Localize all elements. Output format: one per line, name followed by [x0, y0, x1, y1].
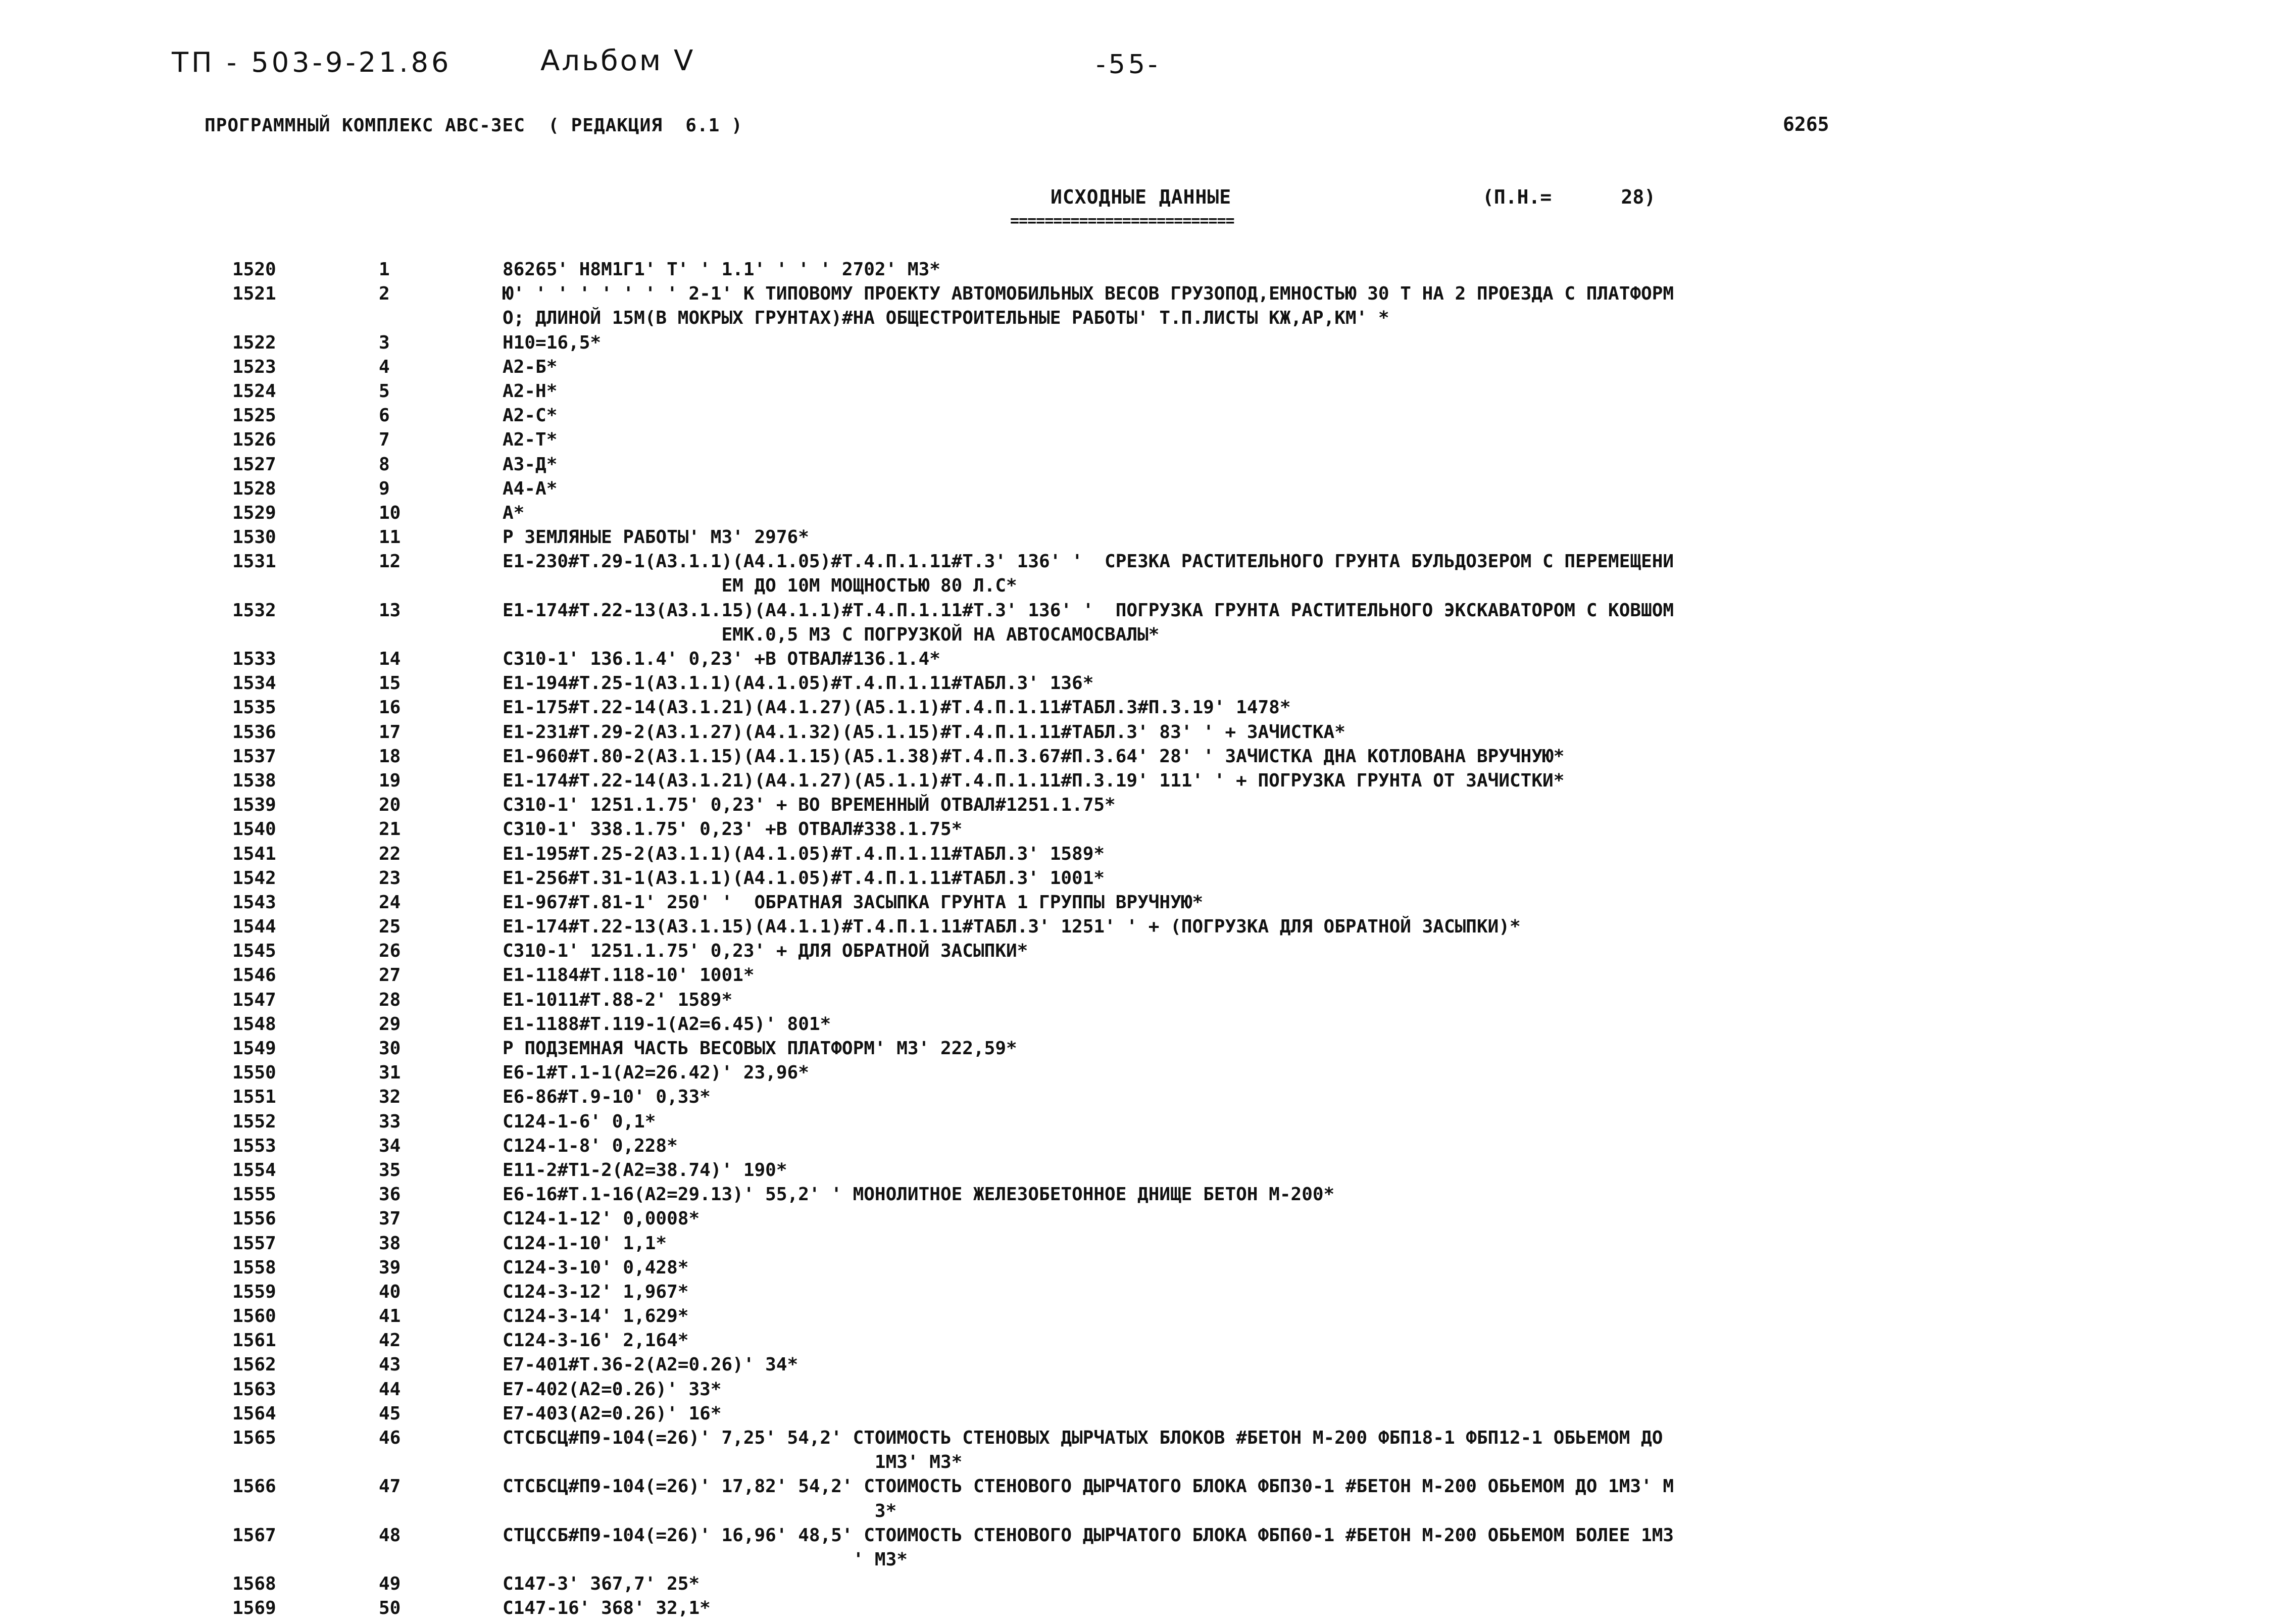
- line-number: 1527: [232, 454, 276, 475]
- record-index: 44: [379, 1379, 401, 1400]
- record-index: 41: [379, 1306, 401, 1327]
- record-text: А2-С*: [503, 405, 558, 426]
- record-index: 12: [379, 551, 401, 572]
- line-number: 1549: [232, 1038, 276, 1059]
- record-index: 13: [379, 600, 401, 621]
- record-text: А*: [503, 502, 525, 523]
- record-text: А3-Д*: [503, 454, 558, 475]
- page-number: -55-: [1096, 50, 1161, 80]
- record-text: Е1-967#Т.81-1' 250' ' ОБРАТНАЯ ЗАСЫПКА ГРУНТА 1 ГРУППЫ ВРУЧНУЮ*: [503, 892, 1204, 913]
- listing-row: [232, 1524, 2101, 1548]
- listing-row: [232, 1207, 2101, 1231]
- record-index: 9: [379, 478, 390, 499]
- record-index: 7: [379, 429, 390, 451]
- line-number: 1557: [232, 1233, 276, 1254]
- record-index: 11: [379, 527, 401, 548]
- listing-row: [232, 988, 2101, 1012]
- listing-row: [232, 842, 2101, 866]
- listing-row: [232, 1232, 2101, 1256]
- listing-row: [232, 453, 2101, 477]
- listing-row: [232, 1353, 2101, 1377]
- record-index: 34: [379, 1135, 401, 1156]
- record-text: Е6-16#Т.1-16(А2=29.13)' 55,2' ' МОНОЛИТНОЕ ЖЕЛЕЗОБЕТОННОЕ ДНИЩЕ БЕТОН М-200*: [503, 1184, 1335, 1205]
- line-number: 1559: [232, 1281, 276, 1302]
- record-text: С124-3-16' 2,164*: [503, 1330, 689, 1351]
- title-underline: ==========================: [1010, 212, 1234, 230]
- line-number: 1569: [232, 1598, 276, 1619]
- record-index: 25: [379, 916, 401, 938]
- document-number: 6265: [1783, 113, 1829, 135]
- record-text: Е7-402(А2=0.26)' 33*: [503, 1379, 722, 1400]
- listing-row: [232, 817, 2101, 842]
- record-index: 31: [379, 1062, 401, 1084]
- line-number: 1521: [232, 283, 276, 305]
- record-text: С310-1' 1251.1.75' 0,23' + ДЛЯ ОБРАТНОЙ ЗАСЫПКИ*: [503, 941, 1028, 962]
- record-text: С124-1-6' 0,1*: [503, 1111, 656, 1132]
- line-number: 1563: [232, 1379, 276, 1400]
- line-number: 1562: [232, 1354, 276, 1376]
- record-index: 8: [379, 454, 390, 475]
- record-text: Е1-230#Т.29-1(А3.1.1)(А4.1.05)#Т.4.П.1.11#Т.3' 136' ' СРЕЗКА РАСТИТЕЛЬНОГО ГРУНТА БУЛЬДОЗЕРОМ С ПЕРЕМЕЩЕНИ: [503, 551, 1674, 572]
- line-number: 1524: [232, 380, 276, 402]
- listing-row: [232, 1012, 2101, 1037]
- listing-row: [232, 1596, 2101, 1620]
- record-text: С124-1-8' 0,228*: [503, 1135, 678, 1156]
- record-text: 86265' Н8М1Г1' Т' ' 1.1' ' ' ' 2702' М3*: [503, 259, 940, 280]
- listing-row: [232, 1402, 2101, 1426]
- record-text: С310-1' 338.1.75' 0,23' +В ОТВАЛ#338.1.75*: [503, 819, 963, 840]
- record-text: С310-1' 136.1.4' 0,23' +В ОТВАЛ#136.1.4*: [503, 649, 940, 669]
- record-text: ЕМК.0,5 М3 С ПОГРУЗКОЙ НА АВТОСАМОСВАЛЫ*: [503, 624, 1160, 645]
- record-index: 38: [379, 1233, 401, 1254]
- line-number: 1536: [232, 721, 276, 743]
- line-number: 1532: [232, 600, 276, 621]
- listing-row: [232, 1256, 2101, 1280]
- record-text: Е7-401#Т.36-2(А2=0.26)' 34*: [503, 1354, 798, 1376]
- record-index: 20: [379, 795, 401, 816]
- listing-row: [232, 1110, 2101, 1134]
- listing-row: [232, 769, 2101, 793]
- line-number: 1560: [232, 1306, 276, 1327]
- line-number: 1525: [232, 405, 276, 426]
- line-number: 1537: [232, 746, 276, 767]
- line-number: 1529: [232, 502, 276, 523]
- record-text: Е1-195#Т.25-2(А3.1.1)(А4.1.05)#Т.4.П.1.11#ТАБЛ.3' 1589*: [503, 843, 1105, 864]
- line-number: 1541: [232, 843, 276, 864]
- listing-row: [232, 671, 2101, 696]
- line-number: 1551: [232, 1087, 276, 1108]
- line-number: 1550: [232, 1062, 276, 1084]
- listing-row: [232, 282, 2101, 306]
- listing-row: [232, 550, 2101, 574]
- listing-row: [232, 355, 2101, 379]
- line-number: 1522: [232, 332, 276, 353]
- record-index: 32: [379, 1087, 401, 1108]
- section-title: ИСХОДНЫЕ ДАННЫЕ: [1051, 186, 1232, 208]
- line-number: 1526: [232, 429, 276, 451]
- line-number: 1543: [232, 892, 276, 913]
- record-index: 30: [379, 1038, 401, 1059]
- listing-row: [232, 525, 2101, 550]
- listing-row: [232, 599, 2101, 623]
- line-number: 1540: [232, 819, 276, 840]
- listing-row: [232, 866, 2101, 891]
- record-text: ' М3*: [503, 1549, 908, 1570]
- record-index: 40: [379, 1281, 401, 1302]
- record-index: 36: [379, 1184, 401, 1205]
- listing-row: [232, 501, 2101, 525]
- record-index: 47: [379, 1476, 401, 1497]
- line-number: 1566: [232, 1476, 276, 1497]
- listing-row: [232, 1085, 2101, 1109]
- record-text: А2-Т*: [503, 429, 558, 451]
- listing-row: [232, 963, 2101, 988]
- line-number: 1544: [232, 916, 276, 938]
- record-text: Е6-86#Т.9-10' 0,33*: [503, 1087, 711, 1108]
- line-number: 1530: [232, 527, 276, 548]
- listing-row: [232, 891, 2101, 915]
- record-index: 21: [379, 819, 401, 840]
- listing-row: [232, 574, 2101, 598]
- line-number: 1542: [232, 867, 276, 889]
- listing-row: [232, 720, 2101, 745]
- listing-row: [232, 1499, 2101, 1524]
- record-index: 42: [379, 1330, 401, 1351]
- record-index: 50: [379, 1598, 401, 1619]
- record-index: 26: [379, 941, 401, 962]
- line-number: 1534: [232, 673, 276, 694]
- line-number: 1523: [232, 356, 276, 377]
- listing-row: [232, 1548, 2101, 1572]
- listing-row: [232, 939, 2101, 963]
- record-text: Е1-256#Т.31-1(А3.1.1)(А4.1.05)#Т.4.П.1.11#ТАБЛ.3' 1001*: [503, 867, 1105, 889]
- line-number: 1539: [232, 795, 276, 816]
- record-text: ЕМ ДО 10М МОЩНОСТЬЮ 80 Л.С*: [503, 575, 1017, 597]
- record-text: Е1-1184#Т.118-10' 1001*: [503, 965, 755, 986]
- record-text: Е6-1#Т.1-1(А2=26.42)' 23,96*: [503, 1062, 809, 1084]
- record-text: СТЦССБ#П9-104(=26)' 16,96' 48,5' СТОИМОСТЬ СТЕНОВОГО ДЫРЧАТОГО БЛОКА ФБП60-1 #БЕТОН М-200 ОБЬЕМОМ БОЛЕЕ 1М3: [503, 1525, 1674, 1546]
- record-text: Е7-403(А2=0.26)' 16*: [503, 1403, 722, 1424]
- listing-row: [232, 258, 2101, 282]
- listing-row: [232, 1329, 2101, 1353]
- printout-lines: [232, 258, 2101, 1621]
- record-text: С147-3' 367,7' 25*: [503, 1574, 700, 1595]
- record-index: 6: [379, 405, 390, 426]
- record-index: 19: [379, 770, 401, 791]
- listing-row: [232, 477, 2101, 501]
- line-number: 1546: [232, 965, 276, 986]
- line-number: 1558: [232, 1257, 276, 1278]
- line-number: 1528: [232, 478, 276, 499]
- listing-row: [232, 1572, 2101, 1596]
- record-text: Р ПОДЗЕМНАЯ ЧАСТЬ ВЕСОВЫХ ПЛАТФОРМ' М3' 222,59*: [503, 1038, 1017, 1059]
- listing-row: [232, 915, 2101, 939]
- record-index: 22: [379, 843, 401, 864]
- record-text: Е1-1011#Т.88-2' 1589*: [503, 989, 733, 1010]
- line-number: 1565: [232, 1428, 276, 1448]
- record-index: 27: [379, 965, 401, 986]
- listing-row: [232, 1134, 2101, 1158]
- record-text: 1М3' М3*: [503, 1452, 963, 1473]
- record-text: 3*: [503, 1500, 897, 1521]
- record-index: 39: [379, 1257, 401, 1278]
- record-index: 49: [379, 1574, 401, 1595]
- line-number: 1556: [232, 1208, 276, 1230]
- listing-row: [232, 1378, 2101, 1402]
- record-index: 46: [379, 1428, 401, 1448]
- record-text: Ю' ' ' ' ' ' ' ' 2-1' К ТИПОВОМУ ПРОЕКТУ АВТОМОБИЛЬНЫХ ВЕСОВ ГРУЗОПОД,ЕМНОСТЬЮ 30 Т НА 2 ПРОЕЗДА С ПЛАТФОРМ: [503, 283, 1674, 305]
- line-number: 1545: [232, 941, 276, 962]
- record-text: Е1-175#Т.22-14(А3.1.21)(А4.1.27)(А5.1.1)#Т.4.П.1.11#ТАБЛ.3#П.3.19' 1478*: [503, 697, 1291, 718]
- record-index: 10: [379, 502, 401, 523]
- record-text: С124-3-12' 1,967*: [503, 1281, 689, 1302]
- record-text: Е1-1188#Т.119-1(А2=6.45)' 801*: [503, 1013, 831, 1035]
- listing-row: [232, 379, 2101, 404]
- listing-row: [232, 1426, 2101, 1450]
- record-index: 23: [379, 867, 401, 889]
- record-text: С124-1-12' 0,0008*: [503, 1208, 700, 1230]
- record-index: 28: [379, 989, 401, 1010]
- record-text: С124-1-10' 1,1*: [503, 1233, 667, 1254]
- line-number: 1554: [232, 1159, 276, 1181]
- line-number: 1555: [232, 1184, 276, 1205]
- record-index: 2: [379, 283, 390, 305]
- line-number: 1538: [232, 770, 276, 791]
- record-index: 29: [379, 1013, 401, 1035]
- record-text: С147-16' 368' 32,1*: [503, 1598, 711, 1619]
- listing-row: [232, 1304, 2101, 1329]
- listing-row: [232, 647, 2101, 671]
- listing-row: [232, 1158, 2101, 1183]
- program-line: ПРОГРАММНЫЙ КОМПЛЕКС АВС-3ЕС ( РЕДАКЦИЯ 6.1 ): [205, 115, 743, 136]
- record-index: 45: [379, 1403, 401, 1424]
- record-text: С124-3-10' 0,428*: [503, 1257, 689, 1278]
- record-text: А2-Б*: [503, 356, 558, 377]
- record-index: 15: [379, 673, 401, 694]
- record-text: О; ДЛИНОЙ 15М(В МОКРЫХ ГРУНТАХ)#НА ОБЩЕСТРОИТЕЛЬНЫЕ РАБОТЫ' Т.П.ЛИСТЫ КЖ,АР,КМ' *: [503, 308, 1389, 329]
- record-text: Е1-231#Т.29-2(А3.1.27)(А4.1.32)(А5.1.15)#Т.4.П.1.11#ТАБЛ.3' 83' ' + ЗАЧИСТКА*: [503, 721, 1345, 743]
- record-index: 48: [379, 1525, 401, 1546]
- listing-row: [232, 623, 2101, 647]
- record-index: 35: [379, 1159, 401, 1181]
- line-number: 1547: [232, 989, 276, 1010]
- listing-row: [232, 1183, 2101, 1207]
- record-index: 18: [379, 746, 401, 767]
- record-index: 1: [379, 259, 390, 280]
- record-text: А2-Н*: [503, 380, 558, 402]
- record-text: Е1-960#Т.80-2(А3.1.15)(А4.1.15)(А5.1.38)#Т.4.П.3.67#П.3.64' 28' ' ЗАЧИСТКА ДНА КОТЛОВАНА ВРУЧНУЮ*: [503, 746, 1565, 767]
- listing-row: [232, 306, 2101, 330]
- line-number: 1567: [232, 1525, 276, 1546]
- record-index: 5: [379, 380, 390, 402]
- record-text: А4-А*: [503, 478, 558, 499]
- record-index: 17: [379, 721, 401, 743]
- record-text: Е1-174#Т.22-13(А3.1.15)(А4.1.1)#Т.4.П.1.11#ТАБЛ.3' 1251' ' + (ПОГРУЗКА ДЛЯ ОБРАТНОЙ ЗАСЫПКИ)*: [503, 916, 1521, 938]
- record-text: Е1-174#Т.22-14(А3.1.21)(А4.1.27)(А5.1.1)#Т.4.П.1.11#П.3.19' 111' ' + ПОГРУЗКА ГРУНТА ОТ ЗАЧИСТКИ*: [503, 770, 1565, 791]
- listing-row: [232, 428, 2101, 452]
- record-index: 24: [379, 892, 401, 913]
- record-index: 16: [379, 697, 401, 718]
- record-text: Е1-174#Т.22-13(А3.1.15)(А4.1.1)#Т.4.П.1.11#Т.3' 136' ' ПОГРУЗКА ГРУНТА РАСТИТЕЛЬНОГО ЭКСКАВАТОРОМ С КОВШОМ: [503, 600, 1674, 621]
- record-index: 3: [379, 332, 390, 353]
- listing-row: [232, 1280, 2101, 1304]
- line-number: 1561: [232, 1330, 276, 1351]
- listing-row: [232, 1450, 2101, 1475]
- record-text: Е11-2#Т1-2(А2=38.74)' 190*: [503, 1159, 787, 1181]
- record-index: 37: [379, 1208, 401, 1230]
- listing-row: [232, 1475, 2101, 1499]
- line-number: 1535: [232, 697, 276, 718]
- listing-row: [232, 745, 2101, 769]
- line-number: 1568: [232, 1574, 276, 1595]
- line-number: 1533: [232, 649, 276, 669]
- record-index: 43: [379, 1354, 401, 1376]
- listing-row: [232, 696, 2101, 720]
- listing-row: [232, 793, 2101, 817]
- listing-row: [232, 404, 2101, 428]
- record-text: Е1-194#Т.25-1(А3.1.1)(А4.1.05)#Т.4.П.1.11#ТАБЛ.3' 136*: [503, 673, 1094, 694]
- record-index: 4: [379, 356, 390, 377]
- album-label: Альбом V: [540, 44, 695, 77]
- record-text: С124-3-14' 1,629*: [503, 1306, 689, 1327]
- listing-row: [232, 1061, 2101, 1085]
- line-number: 1552: [232, 1111, 276, 1132]
- listing-row: [232, 331, 2101, 355]
- line-number: 1564: [232, 1403, 276, 1424]
- record-index: 14: [379, 649, 401, 669]
- line-number: 1531: [232, 551, 276, 572]
- record-index: 33: [379, 1111, 401, 1132]
- record-text: Р ЗЕМЛЯНЫЕ РАБОТЫ' М3' 2976*: [503, 527, 809, 548]
- line-number: 1548: [232, 1013, 276, 1035]
- record-text: С310-1' 1251.1.75' 0,23' + ВО ВРЕМЕННЫЙ ОТВАЛ#1251.1.75*: [503, 795, 1116, 816]
- doc-code: ТП - 503-9-21.86: [172, 46, 452, 78]
- line-number: 1553: [232, 1135, 276, 1156]
- line-number: 1520: [232, 259, 276, 280]
- listing-row: [232, 1037, 2101, 1061]
- record-text: СТСБСЦ#П9-104(=26)' 17,82' 54,2' СТОИМОСТЬ СТЕНОВОГО ДЫРЧАТОГО БЛОКА ФБП30-1 #БЕТОН М-200 ОБЬЕМОМ ДО 1М3' М: [503, 1476, 1674, 1497]
- pn-label: (П.Н.= 28): [1482, 186, 1656, 208]
- record-text: Н10=16,5*: [503, 332, 602, 353]
- record-text: СТСБСЦ#П9-104(=26)' 7,25' 54,2' СТОИМОСТЬ СТЕНОВЫХ ДЫРЧАТЫХ БЛОКОВ #БЕТОН М-200 ФБП18-1 ФБП12-1 ОБЬЕМОМ ДО: [503, 1428, 1663, 1448]
